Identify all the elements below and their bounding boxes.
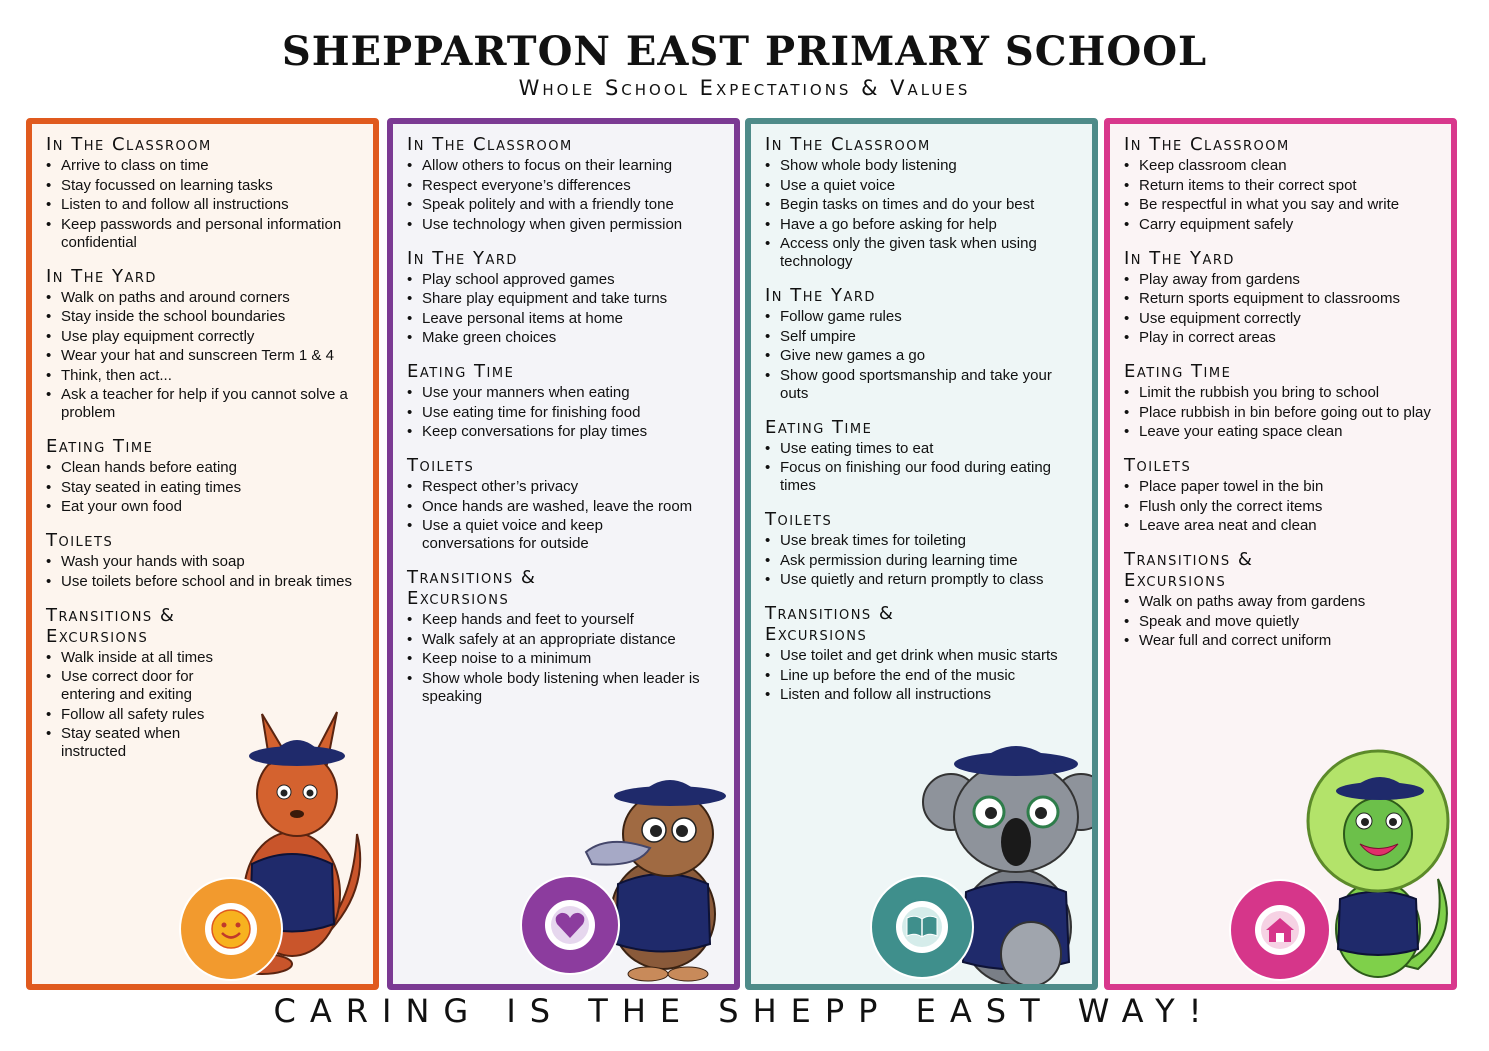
rule-list [765,308,1080,403]
list-item: • Follow all safety rules [46,706,221,724]
list-item: • Walk on paths and around corners [46,289,361,307]
list-item: • Walk inside at all times [46,649,221,667]
list-item: • Place rubbish in bin before going out to play [1124,404,1439,422]
list-item: • Play school approved games [407,271,722,289]
school-icon [1261,911,1299,949]
list-item: • Keep hands and feet to yourself [407,611,722,629]
rule-list [407,611,722,706]
care-for-yourself-badge [178,876,284,982]
rule-list [46,157,361,252]
section-title: In The Yard [1124,247,1235,269]
list-item: • Self umpire [765,328,1080,346]
list-item: • Clean hands before eating [46,459,361,477]
list-item: • Play in correct areas [1124,329,1439,347]
section-title: In The Yard [407,247,518,269]
rule-list [407,157,722,234]
list-item: • Make green choices [407,329,722,347]
list-item: • Access only the given task when using technology [765,235,1080,271]
list-item: • Leave personal items at home [407,310,722,328]
section [765,417,1080,496]
section [1124,248,1439,348]
section-title: Eating Time [46,436,154,457]
section-title: In The Classroom [1124,134,1290,155]
rule-list [765,157,1080,271]
list-item: • Respect other’s privacy [407,478,722,496]
list-item: • Use correct door for entering and exiting [46,668,221,704]
list-item: • Show whole body listening when leader is speaking [407,670,722,706]
smiley-icon [212,910,250,948]
list-item: • Wear your hat and sunscreen Term 1 & 4 [46,347,361,365]
section-title: Eating Time [765,416,873,438]
section [407,455,722,553]
section [1124,134,1439,234]
list-item: • Share play equipment and take turns [407,290,722,308]
rule-list [46,649,221,762]
list-item: • Be respectful in what you say and write [1124,196,1439,214]
list-item: • Use technology when given permission [407,216,722,234]
section [407,248,722,348]
list-item: • Keep classroom clean [1124,157,1439,175]
list-item: • Use toilets before school and in break times [46,573,361,591]
section-title: Transitions & Excursions [407,567,537,609]
list-item: • Eat your own food [46,498,361,516]
list-item: • Return items to their correct spot [1124,177,1439,195]
care-for-others-badge [519,874,621,976]
list-item: • Stay seated in eating times [46,479,361,497]
list-item: • Once hands are washed, leave the room [407,498,722,516]
section [1124,455,1439,535]
heart-icon [551,906,589,944]
section-title: Eating Time [1124,361,1232,382]
list-item: • Keep conversations for play times [407,423,722,441]
rule-list [1124,593,1439,650]
list-item: • Show good sportsmanship and take your outs [765,367,1080,403]
section-title: Toilets [765,509,833,530]
section [46,530,361,591]
list-item: • Line up before the end of the music [765,667,1080,685]
rule-list [407,384,722,441]
list-item: • Ask a teacher for help if you cannot solve a problem [46,386,361,422]
section [46,436,361,516]
column-content [1110,124,1451,650]
section-title: Toilets [407,455,475,476]
list-item: • Walk on paths away from gardens [1124,593,1439,611]
list-item: • Use a quiet voice [765,177,1080,195]
list-item: • Begin tasks on times and do your best [765,196,1080,214]
care-for-your-learning-badge [869,874,975,980]
list-item: • Place paper towel in the bin [1124,478,1439,496]
list-item: • Follow game rules [765,308,1080,326]
section [765,134,1080,271]
section-title: In The Classroom [407,134,573,155]
list-item: • Carry equipment safely [1124,216,1439,234]
list-item: • Have a go before asking for help [765,216,1080,234]
list-item: • Show whole body listening [765,157,1080,175]
list-item: • Leave your eating space clean [1124,423,1439,441]
list-item: • Use eating times to eat [765,440,1080,458]
list-item: • Keep noise to a minimum [407,650,722,668]
column-care-for-your-learning [745,118,1098,990]
list-item: • Focus on finishing our food during eating times [765,459,1080,495]
section [407,134,722,234]
rule-list [407,478,722,553]
section-title: Toilets [46,530,114,551]
list-item: • Wash your hands with soap [46,553,361,571]
section [1124,361,1439,441]
section-title: Transitions & Excursions [1124,549,1254,591]
list-item: • Allow others to focus on their learning [407,157,722,175]
column-content [751,124,1092,704]
section [765,509,1080,589]
rule-list [46,459,361,516]
section-title: In The Yard [46,265,157,287]
rule-list [1124,157,1439,234]
list-item: • Use toilet and get drink when music starts [765,647,1080,665]
list-item: • Arrive to class on time [46,157,361,175]
column-content [393,124,734,706]
section-title: In The Classroom [46,134,212,155]
footer-slogan: CARING IS THE SHEPP EAST WAY! [273,992,1216,1030]
list-item: • Leave area neat and clean [1124,517,1439,535]
list-item: • Use quietly and return promptly to class [765,571,1080,589]
rule-list [765,532,1080,589]
section-title: In The Classroom [765,134,931,155]
list-item: • Listen to and follow all instructions [46,196,361,214]
list-item: • Use a quiet voice and keep conversations for outside [407,517,652,553]
list-item: • Ask permission during learning time [765,552,1080,570]
section [46,266,361,423]
list-item: • Flush only the correct items [1124,498,1439,516]
section [407,567,722,706]
column-care-for-yourself [26,118,379,990]
page-subtitle: Whole School Expectations & Values [518,76,971,100]
section-title: Eating Time [407,361,515,382]
list-item: • Use play equipment correctly [46,328,361,346]
list-item: • Limit the rubbish you bring to school [1124,384,1439,402]
section [46,134,361,252]
rule-list [1124,478,1439,535]
list-item: • Stay seated when instructed [46,725,221,761]
section [765,603,1080,704]
list-item: • Play away from gardens [1124,271,1439,289]
list-item: • Respect everyone’s differences [407,177,722,195]
list-item: • Use break times for toileting [765,532,1080,550]
rule-list [46,289,361,423]
list-item: • Use eating time for finishing food [407,404,722,422]
column-care-for-others [387,118,740,990]
column-care-for-your-school [1104,118,1457,990]
section-title: Toilets [1124,455,1192,476]
section-title: In The Yard [765,285,876,306]
book-icon [902,907,942,947]
section [765,285,1080,403]
list-item: • Give new games a go [765,347,1080,365]
list-item: • Stay inside the school boundaries [46,308,361,326]
section [1124,549,1439,650]
rule-list [1124,384,1439,441]
care-for-your-school-badge [1228,878,1332,982]
list-item: • Return sports equipment to classrooms [1124,290,1439,308]
page-title: SHEPPARTON EAST PRIMARY SCHOOL [281,28,1208,75]
list-item: • Wear full and correct uniform [1124,632,1439,650]
rule-list [46,553,361,591]
list-item: • Think, then act... [46,367,361,385]
section-title: Transitions & Excursions [46,604,176,647]
section-title: Transitions & Excursions [765,603,895,645]
list-item: • Listen and follow all instructions [765,686,1080,704]
list-item: • Speak politely and with a friendly tone [407,196,722,214]
list-item: • Use equipment correctly [1124,310,1439,328]
rule-list [765,440,1080,496]
rule-list [1124,271,1439,348]
list-item: • Walk safely at an appropriate distance [407,631,722,649]
rule-list [765,647,1080,704]
list-item: • Stay focussed on learning tasks [46,177,361,195]
column-content [32,124,373,761]
list-item: • Speak and move quietly [1124,613,1439,631]
list-item: • Keep passwords and personal information confidential [46,216,361,252]
section [407,361,722,441]
list-item: • Use your manners when eating [407,384,722,402]
rule-list [407,271,722,348]
